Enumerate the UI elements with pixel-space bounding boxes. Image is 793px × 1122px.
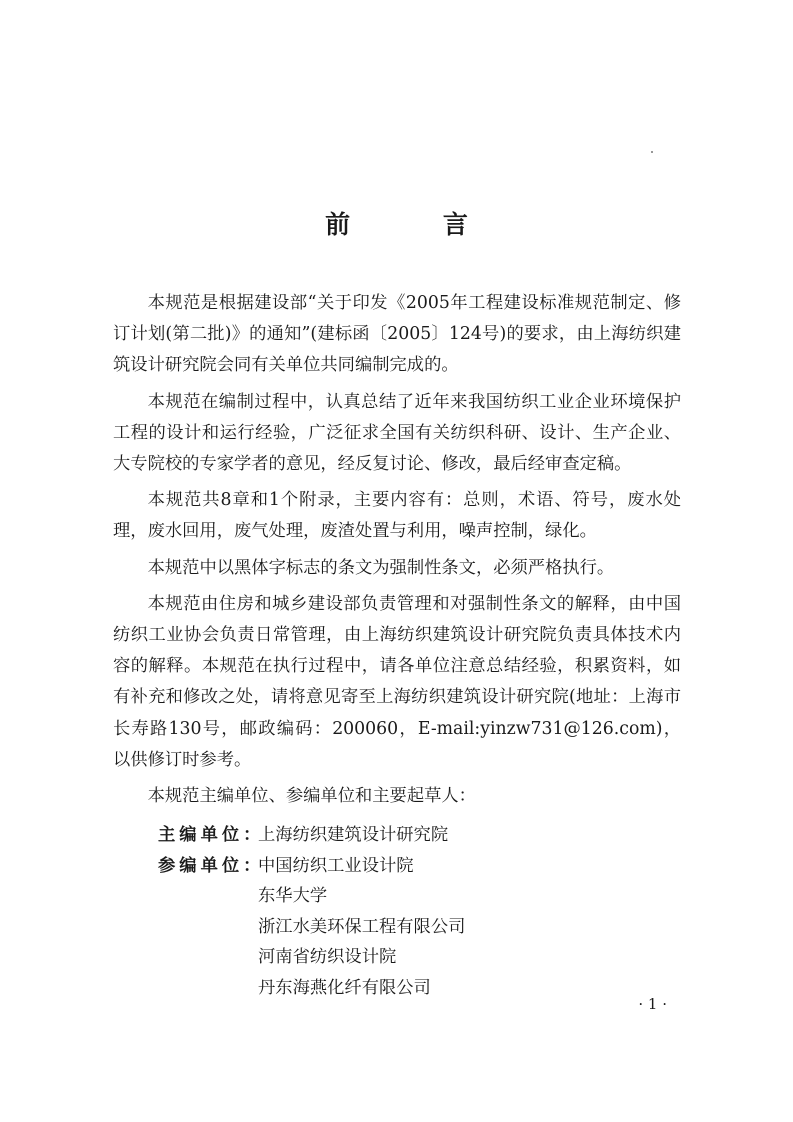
paragraph: 本规范共8章和1个附录，主要内容有：总则，术语、符号，废水处理，废水回用，废气处理，废渣处置与利用，噪声控制，绿化。: [113, 490, 681, 542]
scan-speck: [651, 151, 653, 153]
participating-editor-unit: 中国纺织工业设计院: [258, 855, 414, 876]
paragraph: 本规范由住房和城乡建设部负责管理和对强制性条文的解释，由中国纺织工业协会负责日常管理，由上海纺织建筑设计研究院负责具体技术内容的解释。本规范在执行过程中，请各单位注意总结经验，积累资料，如有补充和修改之处，请将意见寄至上海纺织建筑设计研究院(地址：上海市长寿路130号，邮政编码：200060，E-mail:yinzw731@126.com)，以供修订时参考。: [113, 593, 681, 770]
participating-editor-label: 参编单位：: [158, 855, 265, 876]
chief-editor-row: [158, 820, 465, 851]
page-number: · 1 ·: [638, 995, 667, 1013]
paragraph: 本规范在编制过程中，认真总结了近年来我国纺织工业企业环境保护工程的设计和运行经验，广泛征求全国有关纺织科研、设计、生产企业、大专院校的专家学者的意见，经反复讨论、修改，最后经审查定稿。: [113, 391, 681, 475]
chief-editor-units: [258, 820, 448, 851]
page-title: 前 言: [325, 210, 510, 239]
participating-editor-units: [258, 851, 465, 1004]
paragraph: 本规范中以黑体字标志的条文为强制性条文，必须严格执行。: [147, 557, 615, 578]
paragraph: 本规范是根据建设部“关于印发《2005年工程建设标准规范制定、修订计划(第二批)》的通知”(建标函〔2005〕124号)的要求，由上海纺织建筑设计研究院会同有关单位共同编制完成的。: [113, 293, 681, 376]
paragraph: 本规范主编单位、参编单位和主要起草人：: [147, 786, 476, 807]
chief-editor-label: 主编单位：: [158, 825, 265, 845]
participating-editor-unit: 浙江水美环保工程有限公司: [258, 916, 466, 937]
participating-editor-unit: 东华大学: [258, 886, 328, 906]
editor-list: [158, 820, 465, 1003]
chief-editor-unit: 上海纺织建筑设计研究院: [258, 825, 449, 845]
preface-body: [113, 288, 681, 817]
participating-editor-row: [158, 851, 465, 1004]
participating-editor-unit: 河南省纺织设计院: [258, 947, 397, 967]
participating-editor-unit: 丹东海燕化纤有限公司: [258, 977, 431, 998]
